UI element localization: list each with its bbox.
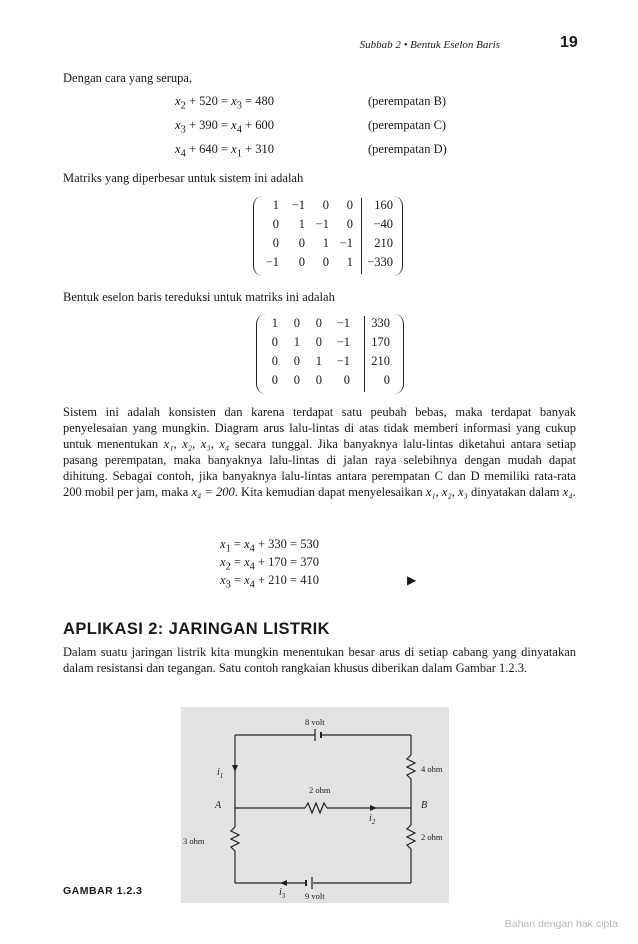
watermark: Bahan dengan hak cipta <box>504 918 618 930</box>
equation-intersection-b: $x_2 + 520 = x_3 = 480$ <box>175 94 274 112</box>
end-of-example-marker: ▶ <box>407 573 417 587</box>
current-arrow-i3 <box>280 880 287 886</box>
matrix-row: 0 0 0 0 0 <box>271 373 390 387</box>
note-intersection-b: (perempatan B) <box>368 94 447 108</box>
equation-intersection-c: $x_3 + 390 = x_4 + 600$ <box>175 118 274 136</box>
resistor-left <box>231 827 239 851</box>
node-b-label: B <box>421 800 428 811</box>
label-9-volt: 9 volt <box>305 891 325 901</box>
current-label-i3: $i_3$ <box>279 887 286 900</box>
note-intersection-d: (perempatan D) <box>368 142 447 156</box>
running-header: Subbab 2 • Bentuk Eselon Baris <box>359 39 500 51</box>
circuit-diagram <box>181 707 449 903</box>
current-arrow-i2 <box>370 805 377 811</box>
node-a-label: A <box>215 800 222 811</box>
current-label-i1: $i_1$ <box>217 767 224 780</box>
label-3-ohm: 3 ohm <box>183 836 205 846</box>
label-8-volt: 8 volt <box>305 717 325 727</box>
rref-matrix <box>256 314 404 394</box>
label-2-ohm-right: 2 ohm <box>421 832 443 842</box>
current-arrow-i1 <box>232 765 238 772</box>
explanation-paragraph: Sistem ini adalah konsisten dan karena terdapat satu peubah bebas, maka terdapat banyak penyelesaian yang mungkin. Diagram arus lalu-lintas di atas tidak memberi informasi yang cukup untuk menentukan x₁, x₂, x₃, x₄ secara tunggal. Jika banyaknya lalu-lintas diketahui antara setiap pasang perempatan, maka banyaknya lalu-lintas di jalan raya selebihnya dengan mudah dapat dihitung. Sebagai contoh, jika banyaknya lalu-lintas antara perempatan C dan D memiliki rata-rata 200 mobil per jam, maka x₄ = 200. Kita kemudian dapat menyelesaikan x₁, x₂, x₃ dinyatakan dalam x₄. <box>63 405 576 499</box>
solution-x1: $x_1 = x_4 + 330 = 530$ <box>220 537 319 555</box>
matrix-row: −1 0 0 1 −330 <box>265 255 393 269</box>
figure-caption: GAMBAR 1.2.3 <box>63 885 143 897</box>
resistor-middle <box>305 803 327 813</box>
circuit-figure <box>181 707 449 903</box>
augmented-matrix-intro: Matriks yang diperbesar untuk sistem ini adalah <box>63 171 304 185</box>
solution-x3: $x_3 = x_4 + 210 = 410$ <box>220 573 319 591</box>
solution-x2: $x_2 = x_4 + 170 = 370$ <box>220 555 319 573</box>
resistor-right-bottom <box>407 825 415 849</box>
matrix-row: 0 0 1 −1 210 <box>271 354 390 368</box>
label-4-ohm: 4 ohm <box>421 764 443 774</box>
matrix-row: 1 0 0 −1 330 <box>271 316 390 330</box>
page-number: 19 <box>560 34 578 51</box>
matrix-row: 0 1 0 −1 170 <box>271 335 390 349</box>
equation-intersection-d: $x_4 + 640 = x_1 + 310$ <box>175 142 274 160</box>
intro-text: Dengan cara yang serupa, <box>63 71 193 85</box>
resistor-right-top <box>407 755 415 779</box>
current-label-i2: $i_2$ <box>369 813 376 826</box>
augmented-matrix <box>253 196 403 276</box>
label-2-ohm-middle: 2 ohm <box>309 785 331 795</box>
section-title: APLIKASI 2: JARINGAN LISTRIK <box>63 620 330 638</box>
matrix-row: 0 1 −1 0 −40 <box>272 217 393 231</box>
matrix-row: 0 0 1 −1 210 <box>272 236 393 250</box>
section-body: Dalam suatu jaringan listrik kita mungkin menentukan besar arus di setiap cabang yang dinyatakan dalam resistansi dan tegangan. Satu contoh rangkaian khusus diberikan dalam Gambar 1.2.3. <box>63 645 576 675</box>
matrix-row: 1 −1 0 0 160 <box>272 198 393 212</box>
note-intersection-c: (perempatan C) <box>368 118 447 132</box>
rref-intro: Bentuk eselon baris tereduksi untuk matriks ini adalah <box>63 290 335 304</box>
